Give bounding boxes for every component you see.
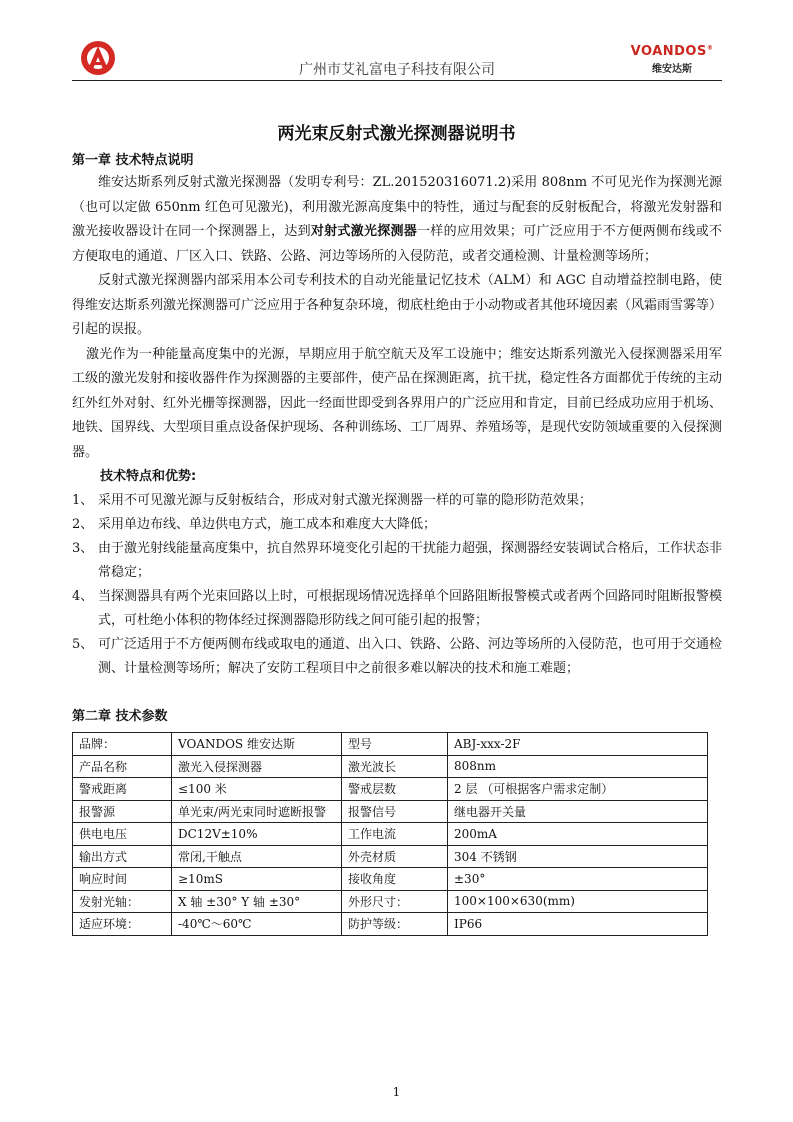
- p1-text-bold: 对射式激光探测器: [310, 224, 418, 239]
- list-item: [72, 513, 722, 537]
- table-cell: 报警源: [73, 800, 172, 823]
- list-item-number: 5、: [72, 637, 94, 652]
- chapter1-paragraph-3: 激光作为一种能量高度集中的光源，早期应用于航空航天及军工设施中；维安达斯系列激光入侵探测器采用军工级的激光发射和接收器件作为探测器的主要部件，使产品在探测距离，抗干扰，稳定性各方面都优于传统的主动红外红外对射、红外光栅等探测器，因此一经面世即受到各界用户的广泛应用和肯定，目前已经成功应用于机场、地铁、国界线、大型项目重点设备保护现场、各种训练场、工厂周界、养殖场等，是现代安防领域重要的入侵探测器。: [72, 346, 723, 460]
- table-cell: 输出方式: [73, 845, 172, 868]
- table-cell: DC12V±10%: [172, 823, 342, 846]
- table-cell: 200mA: [448, 823, 708, 846]
- features-heading: 技术特点和优势:: [100, 469, 197, 484]
- chapter1-paragraph-1: [72, 171, 722, 269]
- document-body: [72, 151, 722, 936]
- list-item: [72, 633, 722, 681]
- table-cell: ±30°: [448, 868, 708, 891]
- list-item-text: 当探测器具有两个光束回路以上时，可根据现场情况选择单个回路阻断报警模式或者两个回路同时阻断报警模式，可杜绝小体积的物体经过探测器隐形防线之间可能引起的报警；: [98, 589, 723, 628]
- table-cell: 100×100×630(mm): [448, 890, 708, 913]
- list-item-text: 可广泛适用于不方便两侧布线或取电的通道、出入口、铁路、公路、河边等场所的入侵防范，也可用于交通检测、计量检测等场所；解决了安防工程项目中之前很多难以解决的技术和施工难题；: [98, 637, 723, 676]
- table-row: [73, 755, 708, 778]
- table-cell: ≤100 米: [172, 778, 342, 801]
- table-cell: 警戒层数: [342, 778, 448, 801]
- chapter1-paragraph-2: 反射式激光探测器内部采用本公司专利技术的自动光能量记忆技术（ALM）和 AGC 自动增益控制电路，使得维安达斯系列激光探测器可广泛应用于各种复杂环境，彻底杜绝由于小动物或者其他环境因素（风霜雨雪雾等）引起的误报。: [72, 273, 723, 337]
- list-item: [72, 489, 722, 513]
- table-row: [73, 823, 708, 846]
- table-cell: 工作电流: [342, 823, 448, 846]
- table-cell: 单光束/两光束同时遮断报警: [172, 800, 342, 823]
- table-cell: 2 层 （可根据客户需求定制）: [448, 778, 708, 801]
- table-row: [73, 800, 708, 823]
- brand-name-en: VOANDOS: [630, 44, 707, 59]
- table-cell: 供电电压: [73, 823, 172, 846]
- table-cell: 激光入侵探测器: [172, 755, 342, 778]
- p1-text-post: 一样的应用效果；可广泛应用于不方便两侧布线或不方便取电的通道、厂区入口、铁路、公路、河边等场所的入侵防范，或者交通检测、计量检测等场所；: [72, 224, 722, 264]
- list-item-number: 4、: [72, 589, 94, 604]
- table-cell: 外壳材质: [342, 845, 448, 868]
- page-header: [72, 38, 722, 81]
- table-cell: 发射光轴：: [73, 890, 172, 913]
- table-row: [73, 890, 708, 913]
- table-cell: 型号: [342, 733, 448, 756]
- list-item-number: 3、: [72, 541, 94, 556]
- table-cell: 警戒距离: [73, 778, 172, 801]
- table-cell: 304 不锈钢: [448, 845, 708, 868]
- table-cell: 品牌：: [73, 733, 172, 756]
- table-cell: 接收角度: [342, 868, 448, 891]
- spec-table: [72, 732, 708, 936]
- brand-name-cn: 维安达斯: [652, 64, 692, 75]
- brand-logo: [622, 44, 722, 75]
- registered-mark: ®: [706, 44, 714, 52]
- chapter2-heading: 第二章 技术参数: [72, 709, 168, 724]
- page-number: 1: [392, 1085, 401, 1099]
- chapter1-heading: 第一章 技术特点说明: [72, 153, 194, 168]
- table-cell: VOANDOS 维安达斯: [172, 733, 342, 756]
- table-cell: X 轴 ±30° Y 轴 ±30°: [172, 890, 342, 913]
- list-item: [72, 585, 722, 633]
- features-list: [72, 489, 722, 681]
- table-row: [73, 868, 708, 891]
- list-item-number: 1、: [72, 493, 94, 508]
- list-item: [72, 537, 722, 585]
- list-item-text: 采用不可见激光源与反射板结合，形成对射式激光探测器一样的可靠的隐形防范效果；: [98, 493, 593, 508]
- table-cell: 激光波长: [342, 755, 448, 778]
- list-item-text: 采用单边布线、单边供电方式，施工成本和难度大大降低；: [98, 517, 437, 532]
- table-cell: 适应环境：: [73, 913, 172, 936]
- table-row: [73, 913, 708, 936]
- table-cell: 防护等级：: [342, 913, 448, 936]
- table-cell: 响应时间: [73, 868, 172, 891]
- document-title: 两光束反射式激光探测器说明书: [277, 124, 516, 144]
- table-cell: IP66: [448, 913, 708, 936]
- table-row: [73, 778, 708, 801]
- table-cell: ABJ-xxx-2F: [448, 733, 708, 756]
- table-row: [73, 845, 708, 868]
- company-name: 广州市艾礼富电子科技有限公司: [299, 62, 495, 78]
- table-cell: 继电器开关量: [448, 800, 708, 823]
- table-cell: 常闭,干触点: [172, 845, 342, 868]
- table-cell: 报警信号: [342, 800, 448, 823]
- list-item-text: 由于激光射线能量高度集中，抗自然界环境变化引起的干扰能力超强，探测器经安装调试合格后，工作状态非常稳定；: [98, 541, 723, 580]
- table-cell: ≥10mS: [172, 868, 342, 891]
- table-cell: 808nm: [448, 755, 708, 778]
- p1-text-pre: 维安达斯系列反射式激光探测器（发明专利号：ZL.201520316071.2)采用 808nm 不可见光作为探测光源（也可以定做 650nm 红色可见激光)，利用激光源高度集中的特性，通过与配套的反射板配合，将激光发射器和激光接收器设计在同一个探测器上，达到: [72, 175, 722, 239]
- table-row: [73, 733, 708, 756]
- list-item-number: 2、: [72, 517, 94, 532]
- table-cell: 外形尺寸：: [342, 890, 448, 913]
- table-cell: -40℃～60℃: [172, 913, 342, 936]
- table-cell: 产品名称: [73, 755, 172, 778]
